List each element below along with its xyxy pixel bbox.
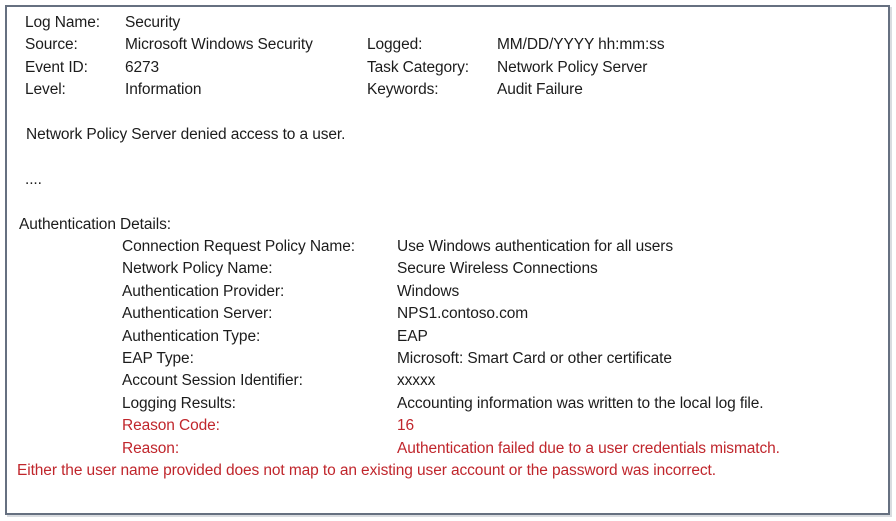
source-value: Microsoft Windows Security xyxy=(125,36,313,54)
detail-value: 16 xyxy=(397,417,415,435)
spacer xyxy=(19,102,880,124)
detail-value: Secure Wireless Connections xyxy=(397,260,598,278)
detail-row-reason xyxy=(122,438,880,460)
log-name-value: Security xyxy=(125,14,181,31)
detail-row-authentication-type xyxy=(122,326,880,348)
ellipsis-line: .... xyxy=(25,170,42,188)
detail-row-connection-request-policy xyxy=(122,236,880,258)
detail-value: EAP xyxy=(397,327,428,345)
detail-value: xxxxx xyxy=(397,372,436,390)
header-row-source-logged xyxy=(25,34,880,56)
detail-value: Accounting information was written to the local log file. xyxy=(397,394,764,412)
spacer xyxy=(19,191,880,213)
task-category-label: Task Category: xyxy=(367,58,469,76)
empty-value xyxy=(497,12,880,34)
reason-explanation-note: Either the user name provided does not map to an existing user account or the password was incorrect. xyxy=(17,462,716,480)
detail-label: Logging Results: xyxy=(122,394,236,412)
event-log-content xyxy=(7,7,888,482)
level-value: Information xyxy=(125,81,202,99)
task-category-value: Network Policy Server xyxy=(497,58,648,76)
log-name-label: Log Name: xyxy=(25,14,100,31)
header-row-eventid-taskcategory xyxy=(25,57,880,79)
detail-label: Reason Code: xyxy=(122,417,220,435)
detail-row-reason-code xyxy=(122,415,880,437)
detail-label: Network Policy Name: xyxy=(122,260,273,278)
logged-label: Logged: xyxy=(367,36,423,54)
empty-label xyxy=(367,12,497,34)
event-log-frame xyxy=(5,5,890,515)
detail-label: Reason: xyxy=(122,439,180,457)
detail-row-authentication-provider xyxy=(122,281,880,303)
detail-label: Authentication Server: xyxy=(122,305,273,323)
keywords-value: Audit Failure xyxy=(497,81,583,99)
detail-row-authentication-server xyxy=(122,303,880,325)
detail-row-network-policy-name xyxy=(122,258,880,280)
detail-value: Use Windows authentication for all users xyxy=(397,238,673,256)
event-description: Network Policy Server denied access to a user. xyxy=(26,126,346,144)
detail-label: Authentication Provider: xyxy=(122,282,285,300)
detail-label: Authentication Type: xyxy=(122,327,261,345)
detail-value: Microsoft: Smart Card or other certificate xyxy=(397,350,672,368)
logged-value: MM/DD/YYYY hh:mm:ss xyxy=(497,36,665,54)
header-row-log-name xyxy=(25,12,880,34)
level-label: Level: xyxy=(25,81,66,99)
detail-row-logging-results xyxy=(122,393,880,415)
detail-value: Windows xyxy=(397,282,460,300)
spacer xyxy=(19,146,880,168)
event-id-value: 6273 xyxy=(125,58,160,76)
detail-row-account-session-identifier xyxy=(122,370,880,392)
header-row-level-keywords xyxy=(25,79,880,101)
detail-label: Connection Request Policy Name: xyxy=(122,238,355,256)
authentication-details-heading: Authentication Details: xyxy=(19,215,171,233)
event-id-label: Event ID: xyxy=(25,58,88,76)
detail-label: Account Session Identifier: xyxy=(122,372,303,390)
detail-label: EAP Type: xyxy=(122,350,194,368)
detail-value: NPS1.contoso.com xyxy=(397,305,529,323)
detail-value: Authentication failed due to a user credentials mismatch. xyxy=(397,439,780,457)
keywords-label: Keywords: xyxy=(367,81,439,99)
detail-row-eap-type xyxy=(122,348,880,370)
source-label: Source: xyxy=(25,36,78,54)
